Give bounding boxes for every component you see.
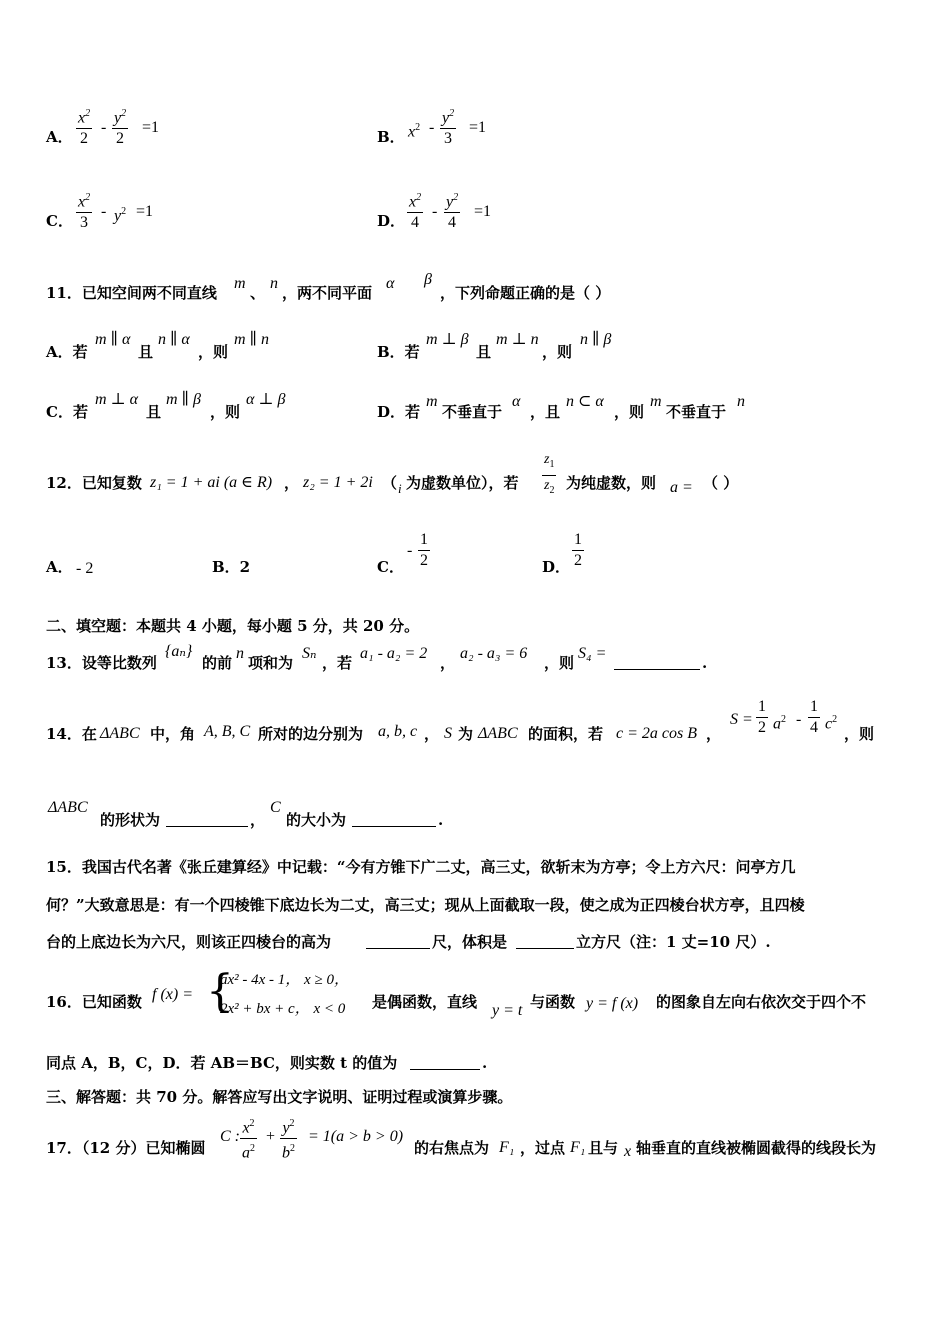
period: . (702, 654, 708, 672)
var-n: n (236, 645, 244, 662)
minus-sign: - (101, 203, 107, 220)
q15-line-3c: 立方尺（注：1 丈=10 尺）. (576, 933, 771, 951)
minus-sign: - (432, 203, 438, 220)
answer-blank-size[interactable] (352, 812, 436, 827)
section-3-heading: 三、解答题：共 70 分。解答应写出文字说明、证明过程或演算步骤。 (46, 1088, 513, 1106)
q13-stem-e: ，则 (544, 654, 575, 672)
math-expr: n ∥ β (580, 331, 612, 348)
text-and: ，且 (530, 403, 561, 421)
math-f1: F₁ (499, 1139, 515, 1156)
fraction-x2-over-3: $\frac{x^2}{3}$ (76, 188, 92, 233)
fraction-y2-over-3: $\frac{y^2}{3}$ (440, 104, 456, 149)
q17-stem: 17．（12 分）已知椭圆 (46, 1139, 206, 1157)
q16-line-2: 同点 A，B，C，D．若 AB＝BC，则实数 t 的值为 (46, 1054, 398, 1072)
var-x: x (624, 1143, 632, 1160)
q12-stem: 12．已知复数 (46, 474, 142, 492)
math-expr: m ⊥ α (95, 391, 138, 408)
math-s-equals: S = (730, 711, 753, 728)
comma: ， (440, 654, 456, 672)
math-func: y = f (x) (586, 995, 639, 1012)
minus-sign: - (429, 119, 435, 136)
q16-stem: 16．已知函数 (46, 993, 142, 1011)
text-then: ，则 (844, 725, 875, 743)
answer-blank-volume[interactable] (516, 934, 574, 949)
minus-sign: - (796, 711, 802, 728)
period: . (438, 811, 444, 829)
q11-stem-c: ，下列命题正确的是（ ） (440, 284, 611, 302)
math-triangle: ΔABC (100, 725, 140, 742)
equals-one: =1 (136, 203, 154, 220)
math-condition: c = 2a cos B (616, 725, 697, 742)
q17-stem-d: 且与 (588, 1139, 619, 1157)
paren-open: （ (382, 474, 398, 492)
math-z2: z₂ = 1 + 2i (303, 474, 373, 491)
fraction-1-over-2: $\frac{1}{2}$ (420, 531, 428, 569)
answer-blank-height[interactable] (366, 934, 430, 949)
option-c-label: C． (46, 212, 73, 230)
option-c-label: C．若 (46, 403, 88, 421)
var-m: m (650, 393, 662, 410)
fraction-y2-over-2: $\frac{y^2}{2}$ (112, 104, 128, 149)
q13-stem-d: ，若 (322, 654, 353, 672)
fraction-quarter: $\frac{1}{4}$ (810, 698, 818, 736)
math-line-y-t: y = t (492, 1002, 523, 1019)
text-and: 且 (476, 343, 492, 361)
option-a-label: A． (46, 128, 73, 146)
fraction-half: $\frac{1}{2}$ (758, 698, 766, 736)
math-expr: α ⊥ β (246, 391, 286, 408)
math-f1: F₁ (570, 1139, 586, 1156)
q13-stem-c: 项和为 (248, 654, 294, 672)
equals-one: =1 (474, 203, 492, 220)
fraction-x2-over-2: $\frac{x^2}{2}$ (76, 104, 92, 149)
c-squared: $c^2$ (825, 714, 838, 733)
option-d-label: D．若 (377, 403, 421, 421)
math-expr: m ∥ α (95, 331, 131, 348)
section-2-heading: 二、填空题：本题共 4 小题，每小题 5 分，共 20 分。 (46, 617, 420, 635)
option-d-label: D． (377, 212, 406, 230)
math-expr: m ⊥ β (426, 331, 469, 348)
q11-stem: 11．已知空间两不同直线 (46, 284, 217, 302)
math-angles: A, B, C (204, 723, 251, 740)
math-sides: a, b, c (378, 723, 418, 740)
q12-stem-d: 为纯虚数，则 (566, 474, 657, 492)
math-ellipse-rhs: = 1(a > b > 0) (308, 1128, 404, 1145)
text-not-perpendicular: 不垂直于 (666, 403, 727, 421)
option-b: B．2 (212, 558, 251, 576)
math-case-2: 2x² + bx + c， x < 0 (220, 1001, 346, 1017)
q15-line-3a: 台的上底边长为六尺，则该正四棱台的高为 (46, 933, 332, 951)
q14-stem-b: 中，角 (150, 725, 196, 743)
q15-line-1: 15．我国古代名著《张丘建算经》中记载：“今有方锥下广二丈，高三丈，欲斩末为方亭；令上方六尺：问亭方几 (46, 858, 796, 876)
q14-shape-text: 的形状为 (100, 811, 161, 829)
fraction-z1-over-z2: $\frac{z_1}{z_2}$ (544, 452, 555, 496)
option-b-label: B． (377, 128, 405, 146)
fraction-x2-over-4: $\frac{x^2}{4}$ (407, 188, 423, 233)
option-c-label: C． (377, 558, 404, 576)
math-sequence: {aₙ} (165, 643, 193, 660)
text-is: 为 (458, 725, 474, 743)
fraction-y2-over-b2: $\frac{y^2}{b^2}$ (280, 1114, 297, 1164)
math-triangle: ΔABC (48, 799, 88, 816)
y-squared: $y^2$ (114, 206, 127, 225)
answer-paren: （ ） (703, 474, 739, 492)
q13-stem: 13．设等比数列 (46, 654, 157, 672)
answer-blank-shape[interactable] (166, 812, 248, 827)
text-then: ，则 (614, 403, 645, 421)
math-sn: Sₙ (302, 645, 317, 662)
var-c: C (270, 799, 281, 816)
math-case-1: ax² - 4x - 1， x ≥ 0， (220, 972, 349, 988)
plus-sign: + (266, 1128, 276, 1145)
math-ellipse-name: C : (220, 1128, 240, 1145)
math-triangle: ΔABC (478, 725, 518, 742)
math-a-equals: a = (670, 479, 693, 496)
x-squared: $x^2$ (408, 122, 421, 141)
comma: ， (706, 725, 722, 743)
math-expr: n ⊂ α (566, 393, 604, 410)
equals-one: =1 (142, 119, 160, 136)
var-n: n (270, 275, 278, 292)
answer-blank[interactable] (614, 655, 700, 670)
q14-stem: 14．在 (46, 725, 97, 743)
var-i: i (398, 481, 402, 496)
option-a-label: A． (46, 558, 73, 576)
fraction-x2-over-a2: $\frac{x^2}{a^2}$ (240, 1114, 257, 1164)
q14-size-text: 的大小为 (286, 811, 347, 829)
q15-line-3b: 尺，体积是 (432, 933, 508, 951)
math-s4: S₄ = (578, 645, 607, 662)
text-then: ，则 (198, 343, 229, 361)
answer-blank-t[interactable] (410, 1055, 480, 1070)
math-expr: n ∥ α (158, 331, 190, 348)
comma: ， (424, 725, 440, 743)
q16-stem-b: 是偶函数，直线 (372, 993, 478, 1011)
option-b-label: B．若 (377, 343, 420, 361)
math-expr: m ∥ β (166, 391, 201, 408)
q11-stem-b: ，两不同平面 (282, 284, 373, 302)
fraction-y2-over-4: $\frac{y^2}{4}$ (444, 188, 460, 233)
text-not-perpendicular: 不垂直于 (442, 403, 503, 421)
q14-stem-c: 所对的边分别为 (258, 725, 364, 743)
math-expr: m ∥ n (234, 331, 269, 348)
comma: ， (250, 811, 266, 829)
period: . (482, 1054, 488, 1072)
option-a-value: - 2 (76, 560, 94, 577)
left-brace: { (206, 966, 234, 1017)
a-squared: $a^2$ (773, 714, 786, 733)
var-m: m (234, 275, 246, 292)
q15-line-2: 何？”大致意思是：有一个四棱锥下底边长为二丈，高三丈；现从上面截取一段，使之成为正四棱台状方亭，且四棱 (46, 896, 805, 914)
math-expr: m ⊥ n (496, 331, 539, 348)
minus-sign: - (407, 542, 413, 559)
math-eq1: a₁ - a₂ = 2 (360, 645, 428, 662)
text-and: 且 (138, 343, 154, 361)
var-s: S (444, 725, 452, 742)
q16-stem-c: 与函数 (530, 993, 576, 1011)
text-then: ，则 (210, 403, 241, 421)
q14-stem-f: 的面积，若 (528, 725, 604, 743)
minus-sign: - (101, 119, 107, 136)
math-f-def: f (x) = (152, 986, 193, 1003)
math-eq2: a₂ - a₃ = 6 (460, 645, 528, 662)
option-d-label: D． (542, 558, 571, 576)
math-z1: z₁ = 1 + ai (a ∈ R) (150, 474, 273, 491)
var-beta: β (424, 271, 432, 288)
q13-stem-b: 的前 (202, 654, 233, 672)
var-alpha: α (386, 275, 395, 292)
equals-one: =1 (469, 119, 487, 136)
q12-stem-c: 为虚数单位），若 (406, 474, 519, 492)
comma: ， (284, 474, 300, 492)
var-alpha: α (512, 393, 521, 410)
var-n: n (737, 393, 745, 410)
fraction-1-over-2: $\frac{1}{2}$ (574, 531, 582, 569)
separator: 、 (250, 284, 266, 302)
q17-stem-b: 的右焦点为 (414, 1139, 490, 1157)
q17-stem-c: ，过点 (520, 1139, 566, 1157)
q17-stem-e: 轴垂直的直线被椭圆截得的线段长为 (636, 1139, 877, 1157)
text-and: 且 (146, 403, 162, 421)
text-then: ，则 (542, 343, 573, 361)
option-a-label: A．若 (46, 343, 88, 361)
q16-stem-d: 的图象自左向右依次交于四个不 (656, 993, 867, 1011)
var-m: m (426, 393, 438, 410)
